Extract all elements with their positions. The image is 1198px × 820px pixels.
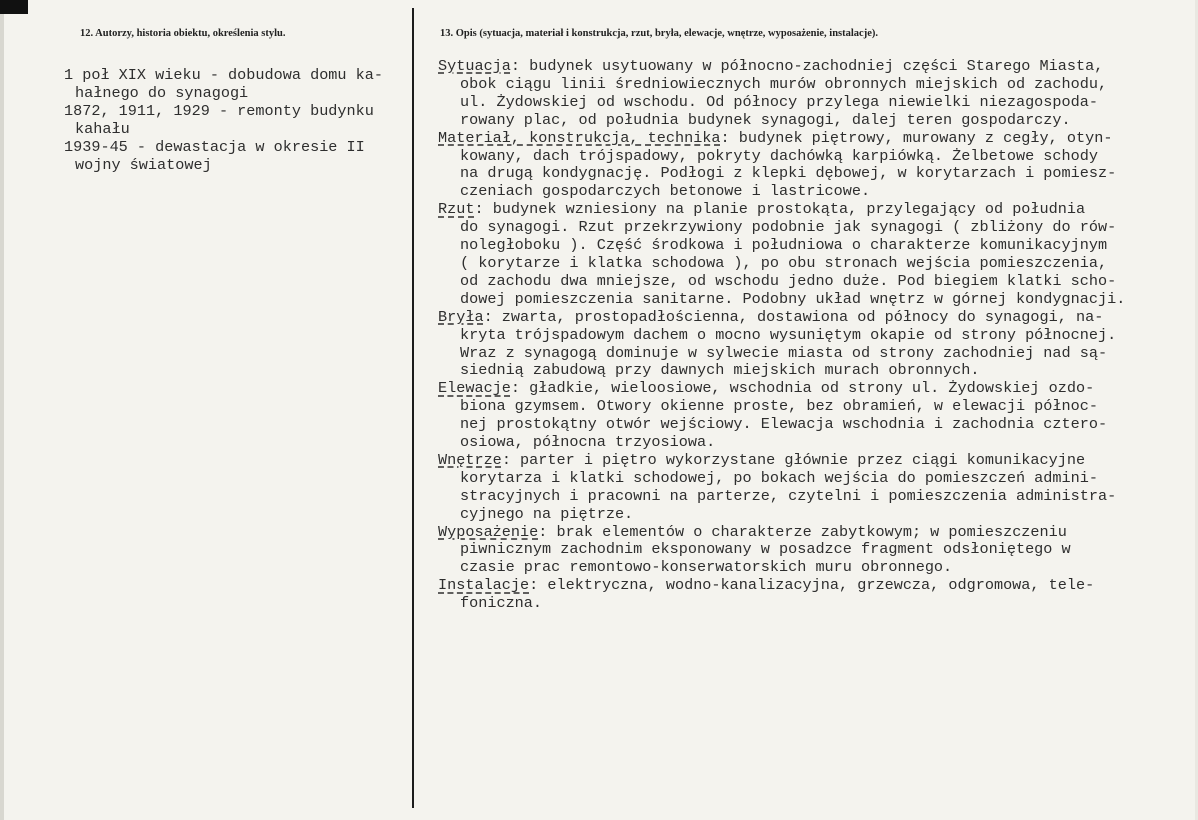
description-line xyxy=(438,380,1188,398)
history-line: wojny światowej xyxy=(75,156,212,174)
section-label: Wnętrze xyxy=(438,450,502,469)
description-line: siednią zabudową przy dawnych miejskich murach obronnych. xyxy=(460,361,980,380)
description-line: cyjnego na piętrze. xyxy=(460,504,634,523)
history-line: 1 poł XIX wieku - dobudowa domu ka- xyxy=(64,66,383,84)
description-line: Wraz z synagogą dominuje w sylwecie miasta od strony zachodniej nad są- xyxy=(460,343,1108,362)
description-line: korytarza i klatki schodowej, po bokach wejścia do pomieszczeń admini- xyxy=(460,468,1098,487)
section-label: Instalacje xyxy=(438,576,530,595)
description-line: kowany, dach trójspadowy, pokryty dachówką karpiówką. Żelbetowe schody xyxy=(460,146,1098,165)
history-column xyxy=(64,66,409,174)
description-line: noległoboku ). Część środkowa i południowa o charakterze komunikacyjnym xyxy=(460,236,1108,255)
description-line: ul. Żydowskiej od wschodu. Od północy przylega niewielki niezagospoda- xyxy=(460,92,1098,111)
section-text: : budynek wzniesiony na planie prostokąta, przylegający od południa xyxy=(474,200,1086,219)
description-line: foniczna. xyxy=(460,594,543,613)
description-line: na drugą kondygnację. Podłogi z klepki dębowej, w korytarzach i pomiesz- xyxy=(460,164,1117,183)
description-line: czasie prac remontowo-konserwatorskich muru obronnego. xyxy=(460,558,953,577)
description-line: do synagogi. Rzut przekrzywiony podobnie jak synagogi ( zbliżony do rów- xyxy=(460,218,1117,237)
section-12-header: 12. Autorzy, historia obiektu, określenia stylu. xyxy=(80,28,286,39)
description-line: czeniach gospodarczych betonowe i lastricowe. xyxy=(460,182,871,201)
description-line: rowany plac, od południa budynek synagogi, dalej teren gospodarczy. xyxy=(460,110,1071,129)
history-line: 1939-45 - dewastacja w okresie II xyxy=(64,138,365,156)
page-edge-left xyxy=(0,14,4,820)
section-label: Elewacje xyxy=(438,379,511,398)
description-line xyxy=(438,309,1188,327)
section-text: : parter i piętro wykorzystane głównie przez ciągi komunikacyjne xyxy=(501,450,1086,469)
description-line xyxy=(438,130,1188,148)
column-divider xyxy=(412,8,414,808)
description-line: osiowa, północna trzyosiowa. xyxy=(460,433,716,452)
section-text: : elektryczna, wodno-kanalizacyjna, grzewcza, odgromowa, tele- xyxy=(529,576,1095,595)
description-line xyxy=(438,524,1188,542)
section-label: Materiał, konstrukcja, technika xyxy=(438,128,721,147)
description-line: kryta trójspadowym dachem o mocno wysuniętym okapie od strony północnej. xyxy=(460,325,1117,344)
section-label: Bryła xyxy=(438,307,484,326)
description-line: piwnicznym zachodnim eksponowany w posadzce fragment odsłoniętego w xyxy=(460,540,1071,559)
section-text: : gładkie, wieloosiowe, wschodnia od strony ul. Żydowskiej ozdo- xyxy=(510,379,1095,398)
description-line: stracyjnych i pracowni na parterze, czytelni i pomieszczenia administra- xyxy=(460,486,1117,505)
history-line: hałnego do synagogi xyxy=(75,84,249,102)
description-line: biona gzymsem. Otwory okienne proste, bez obramień, w elewacji północ- xyxy=(460,397,1098,416)
description-line: nej prostokątny otwór wejściowy. Elewacja wschodnia i zachodnia cztero- xyxy=(460,415,1108,434)
description-column xyxy=(438,58,1188,613)
section-text: : budynek piętrowy, murowany z cegły, otyn- xyxy=(720,128,1113,147)
section-text: : budynek usytuowany w północno-zachodniej części Starego Miasta, xyxy=(510,57,1104,75)
description-line: obok ciągu linii średniowiecznych murów obronnych miejskich od zachodu, xyxy=(460,74,1108,93)
description-line: ( korytarze i klatka schodowa ), po obu stronach wejścia pomieszczenia, xyxy=(460,253,1108,272)
section-label: Rzut xyxy=(438,200,475,219)
history-line: kahału xyxy=(75,120,130,138)
section-text: : brak elementów o charakterze zabytkowym; w pomieszczeniu xyxy=(538,522,1067,541)
section-13-header: 13. Opis (sytuacja, materiał i konstrukcja, rzut, bryła, elewacje, wnętrze, wyposażenie, instalacje). xyxy=(440,28,879,39)
corner-mark xyxy=(0,0,28,14)
section-text: : zwarta, prostopadłościenna, dostawiona od północy do synagogi, na- xyxy=(483,307,1104,326)
description-line xyxy=(438,58,1188,76)
description-line: dowej pomieszczenia sanitarne. Podobny układ wnętrz w górnej kondygnacji. xyxy=(460,289,1126,308)
description-line xyxy=(438,452,1188,470)
description-line xyxy=(438,201,1188,219)
section-label: Wyposażenie xyxy=(438,522,539,541)
description-line xyxy=(438,577,1188,595)
section-label: Sytuacja xyxy=(438,57,511,75)
history-line: 1872, 1911, 1929 - remonty budynku xyxy=(64,102,374,120)
description-line: od zachodu dwa mniejsze, od wschodu jedno duże. Pod biegiem klatki scho- xyxy=(460,271,1117,290)
